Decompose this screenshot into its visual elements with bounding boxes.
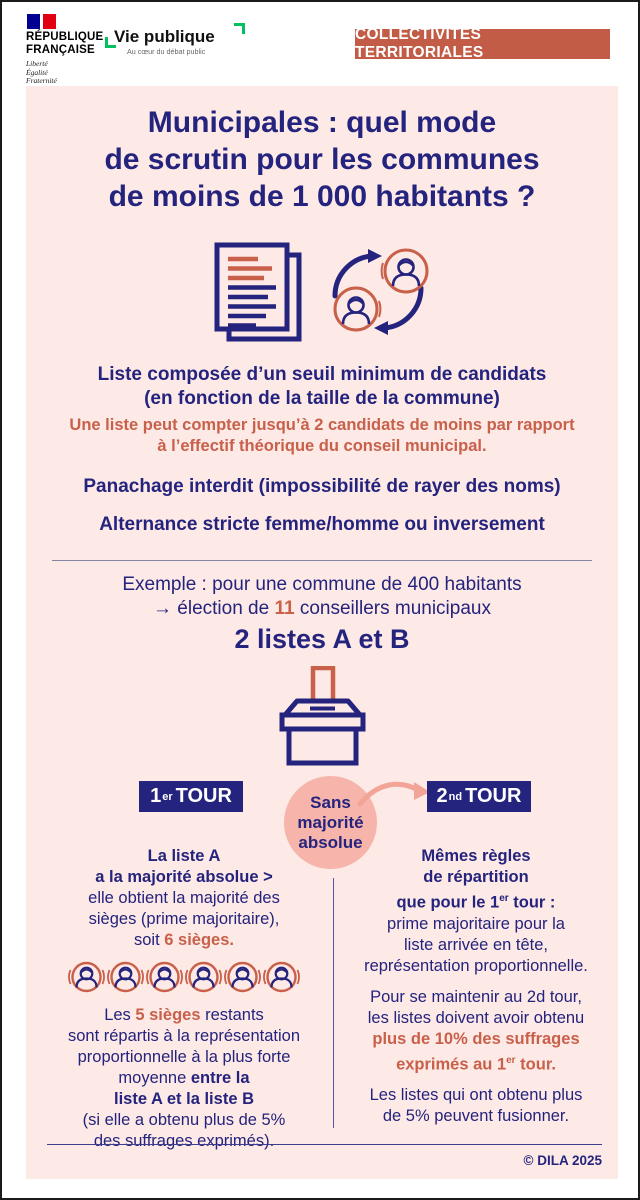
ballot-box-icon	[276, 666, 368, 766]
t1-rem7: des suffrages exprimés).	[93, 1132, 275, 1150]
t2-hl2-post: tour.	[515, 1055, 556, 1073]
t1-remaining-seats-highlight: 5 sièges	[135, 1006, 201, 1024]
t2-body3: représentation proportionnelle.	[364, 956, 588, 975]
to-second-round-arrow-icon	[356, 778, 434, 810]
republique-line1: RÉPUBLIQUE	[26, 31, 104, 43]
example-line2	[26, 597, 618, 621]
t2-head3-sup: er	[499, 893, 509, 904]
title-line2: de scrutin pour les communes	[104, 143, 540, 176]
t1-body3-pre: soit	[134, 931, 165, 949]
title-line1: Municipales : quel mode	[147, 106, 497, 139]
t2-head1: Mêmes règles	[421, 847, 531, 865]
t1-rem4-bold: entre la	[190, 1069, 250, 1087]
councillor-seat-icon	[146, 956, 183, 998]
category-badge: COLLECTIVITÉS TERRITORIALES	[355, 29, 610, 59]
example-councillors-count: 11	[274, 598, 295, 619]
green-bracket-top-right-icon	[234, 23, 245, 34]
page-title	[26, 104, 618, 215]
column-divider	[333, 878, 334, 1128]
republique-line2: FRANÇAISE	[26, 43, 95, 56]
section-divider	[52, 560, 592, 561]
bubble-line3: absolue	[298, 832, 363, 852]
t1-head1: La liste A	[147, 847, 221, 865]
councillor-seat-icon	[107, 956, 144, 998]
flag-red-band	[43, 14, 56, 29]
candidate-list-icon	[210, 242, 306, 342]
t1-body2: sièges (prime majoritaire),	[88, 910, 280, 928]
t2-p2-line2: les listes doivent avoir obtenu	[367, 1008, 585, 1027]
rule-note-line1: Une liste peut compter jusqu’à 2 candidats de moins par rapport	[69, 416, 575, 434]
header	[2, 2, 638, 86]
rule1-line2: (en fonction de la taille de la commune)	[144, 388, 500, 409]
t2-threshold-highlight1: plus de 10% des suffrages	[372, 1029, 580, 1048]
t2-hl2-pre: exprimés au 1	[396, 1055, 507, 1073]
t1-seats-highlight: 6 sièges.	[164, 931, 234, 949]
t2-threshold-highlight2	[342, 1050, 610, 1076]
t1-rem6: (si elle a obtenu plus de 5%	[82, 1111, 286, 1129]
t1-body3	[34, 930, 334, 951]
t2-p3-line2: de 5% peuvent fusionner.	[382, 1107, 570, 1125]
t1-rem1-post: restants	[200, 1006, 264, 1024]
councillor-seat-icon	[185, 956, 222, 998]
councillor-seat-icon	[68, 956, 105, 998]
t1-head2: a la majorité absolue >	[95, 868, 273, 886]
t2-head3	[342, 888, 610, 914]
t1-rem2: sont répartis à la représentation	[67, 1027, 301, 1045]
rule-alternance: Alternance stricte femme/homme ou inversement	[99, 514, 545, 535]
vie-publique-text: Vie publique	[114, 27, 215, 46]
vie-publique-logo	[105, 28, 235, 56]
t2-head2: de répartition	[423, 868, 529, 886]
bubble-line2: majorité	[297, 812, 364, 832]
vie-publique-name	[105, 28, 235, 46]
rule-note	[26, 415, 618, 457]
t2-p2-line1: Pour se maintenir au 2d tour,	[370, 987, 582, 1006]
motto-fraternite: Fraternité	[26, 76, 57, 85]
green-bracket-bottom-left-icon	[105, 37, 116, 48]
councillor-seat-icon	[263, 956, 300, 998]
flag-blue-band	[27, 14, 40, 29]
copyright: © DILA 2025	[523, 1153, 602, 1168]
t1-rem3: proportionnelle à la plus forte	[77, 1048, 291, 1066]
rule-list-threshold	[26, 363, 618, 411]
gender-alternation-icon	[322, 246, 434, 338]
second-round-word: TOUR	[465, 785, 522, 807]
t2-body2: liste arrivée en tête,	[404, 935, 548, 954]
vie-publique-tagline: Au cœur du débat public	[127, 47, 206, 56]
motto-liberte: Liberté	[26, 59, 48, 68]
t2-head3-pre: que pour le 1	[396, 893, 500, 912]
t1-rem1-pre: Les	[104, 1006, 136, 1024]
t2-head3-post: tour :	[508, 893, 556, 912]
t1-rem4	[34, 1068, 334, 1089]
republique-motto	[26, 60, 136, 86]
rule1-line1: Liste composée d’un seuil minimum de candidats	[97, 364, 547, 385]
second-round-number: 2	[436, 785, 448, 807]
first-round-word: TOUR	[175, 785, 232, 807]
example-line2-pre: → élection de	[153, 598, 275, 619]
rule-panachage: Panachage interdit (impossibilité de rayer des noms)	[83, 476, 561, 497]
t2-body1: prime majoritaire pour la	[387, 914, 565, 933]
first-round-column	[34, 846, 334, 1152]
motto-egalite: Égalité	[26, 67, 48, 77]
t1-body1: elle obtient la majorité des	[88, 889, 280, 907]
councillor-seat-icon	[224, 956, 261, 998]
bubble-line1: Sans	[310, 792, 351, 812]
t1-rem4-pre: moyenne	[118, 1069, 191, 1087]
example-line1: Exemple : pour une commune de 400 habitants	[122, 574, 522, 595]
content-panel	[26, 86, 618, 1179]
second-round-column	[342, 846, 610, 1127]
footer-divider	[47, 1144, 602, 1145]
ballot-box-wrap	[26, 666, 618, 766]
title-line3: de moins de 1 000 habitants ?	[108, 180, 536, 213]
first-round-number: 1	[150, 785, 162, 807]
rule-note-line2: à l’effectif théorique du conseil municipal.	[157, 437, 487, 455]
two-lists-heading: 2 listes A et B	[234, 624, 410, 654]
example-line2-post: conseillers municipaux	[294, 598, 491, 619]
t1-rem5: liste A et la liste B	[114, 1090, 254, 1108]
t1-rem1	[34, 1005, 334, 1026]
second-round-badge: 2 nd TOUR	[427, 781, 531, 812]
t2-p3-line1: Les listes qui ont obtenu plus	[369, 1086, 583, 1104]
seats-row	[34, 956, 334, 998]
t2-hl2-sup: er	[506, 1054, 516, 1066]
illustration-row	[26, 242, 618, 342]
first-round-badge: 1 er TOUR	[139, 781, 243, 812]
